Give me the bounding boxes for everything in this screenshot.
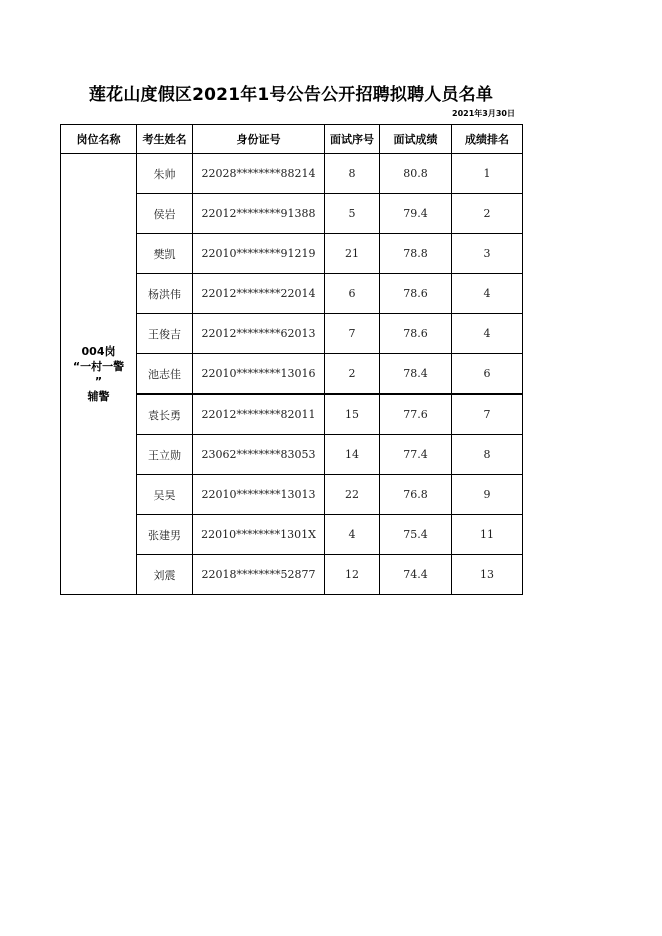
post-name-cell [61, 154, 137, 595]
cell-rank: 4 [452, 314, 523, 354]
cell-seq: 7 [325, 314, 380, 354]
cell-name: 池志佳 [137, 354, 193, 395]
cell-id: 22010********1301X [193, 515, 325, 555]
cell-rank: 13 [452, 555, 523, 595]
cell-seq: 14 [325, 435, 380, 475]
publish-date: 2021年3月30日 [452, 109, 515, 118]
cell-name: 杨洪伟 [137, 274, 193, 314]
cell-seq: 8 [325, 154, 380, 194]
cell-id: 22010********13013 [193, 475, 325, 515]
document-title: 莲花山度假区2021年1号公告公开招聘拟聘人员名单 [88, 85, 494, 105]
cell-name: 朱帅 [137, 154, 193, 194]
cell-rank: 2 [452, 194, 523, 234]
cell-name: 吴昊 [137, 475, 193, 515]
cell-score: 76.8 [380, 475, 452, 515]
cell-rank: 11 [452, 515, 523, 555]
cell-seq: 15 [325, 394, 380, 435]
cell-id: 22012********91388 [193, 194, 325, 234]
cell-rank: 6 [452, 354, 523, 395]
cell-id: 22010********91219 [193, 234, 325, 274]
cell-score: 78.6 [380, 274, 452, 314]
cell-score: 74.4 [380, 555, 452, 595]
cell-seq: 22 [325, 475, 380, 515]
cell-name: 刘震 [137, 555, 193, 595]
cell-id: 22018********52877 [193, 555, 325, 595]
cell-rank: 3 [452, 234, 523, 274]
cell-id: 23062********83053 [193, 435, 325, 475]
cell-name: 王俊吉 [137, 314, 193, 354]
cell-seq: 6 [325, 274, 380, 314]
post-line: 004岗 [81, 345, 116, 358]
cell-id: 22012********62013 [193, 314, 325, 354]
cell-score: 79.4 [380, 194, 452, 234]
cell-id: 22010********13016 [193, 354, 325, 395]
cell-name: 樊凯 [137, 234, 193, 274]
table-header-row [61, 125, 523, 154]
header-seq: 面试序号 [325, 125, 380, 154]
cell-score: 80.8 [380, 154, 452, 194]
cell-name: 王立勋 [137, 435, 193, 475]
cell-seq: 21 [325, 234, 380, 274]
table-row [61, 154, 523, 194]
cell-score: 78.8 [380, 234, 452, 274]
cell-score: 77.4 [380, 435, 452, 475]
cell-seq: 5 [325, 194, 380, 234]
post-line: ” [94, 375, 103, 388]
cell-rank: 9 [452, 475, 523, 515]
header-id: 身份证号 [193, 125, 325, 154]
cell-rank: 7 [452, 394, 523, 435]
header-rank: 成绩排名 [452, 125, 523, 154]
header-score: 面试成绩 [380, 125, 452, 154]
cell-id: 22012********22014 [193, 274, 325, 314]
cell-name: 侯岩 [137, 194, 193, 234]
candidate-table [60, 124, 523, 595]
cell-rank: 8 [452, 435, 523, 475]
cell-name: 袁长勇 [137, 394, 193, 435]
cell-score: 78.6 [380, 314, 452, 354]
header-name: 考生姓名 [137, 125, 193, 154]
post-line: “一村一警 [72, 360, 125, 373]
post-line: 辅警 [87, 390, 110, 403]
cell-score: 75.4 [380, 515, 452, 555]
header-post: 岗位名称 [61, 125, 137, 154]
cell-name: 张建男 [137, 515, 193, 555]
cell-id: 22012********82011 [193, 394, 325, 435]
cell-id: 22028********88214 [193, 154, 325, 194]
cell-score: 78.4 [380, 354, 452, 395]
cell-score: 77.6 [380, 394, 452, 435]
cell-rank: 1 [452, 154, 523, 194]
cell-seq: 12 [325, 555, 380, 595]
cell-seq: 4 [325, 515, 380, 555]
cell-seq: 2 [325, 354, 380, 395]
cell-rank: 4 [452, 274, 523, 314]
